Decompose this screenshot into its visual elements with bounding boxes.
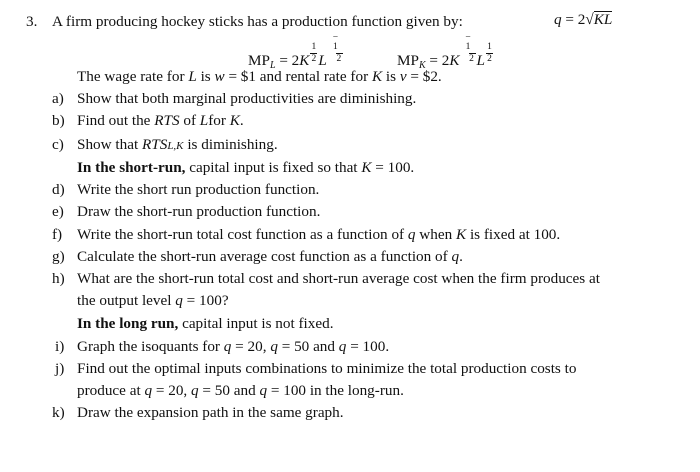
mp-l-base1: K: [299, 52, 310, 69]
item-j-p1: produce at: [77, 382, 145, 399]
mp-l-exp2-den: 2: [336, 54, 342, 64]
mp-k-base1: K: [449, 52, 460, 69]
mp-k-sub: K: [418, 60, 426, 71]
item-f-text: [77, 224, 560, 246]
item-g-text: [77, 246, 463, 268]
item-b-text: [77, 110, 244, 132]
item-j-p2: = 20,: [152, 382, 192, 399]
item-h-label: h): [52, 270, 65, 287]
wage-text-5: = $2.: [406, 68, 442, 85]
item-j-p4: = 100 in the long-run.: [267, 382, 404, 399]
mp-k-exp2-num: 1: [487, 42, 492, 52]
mp-k-exp2: [486, 43, 493, 64]
item-i-label: i): [55, 338, 65, 355]
item-a-label: a): [52, 90, 64, 107]
long-run-note: [77, 313, 334, 335]
wage-text-4: is: [382, 68, 400, 85]
mp-l-exp2-sign: −: [332, 33, 339, 43]
item-b-p2: of: [179, 112, 200, 129]
item-f-q: q: [407, 226, 416, 243]
item-a-text: Show that both marginal productivities are diminishing.: [77, 90, 417, 107]
short-run-p1: capital input is fixed so that: [185, 159, 362, 176]
mp-l-label: MP: [248, 52, 270, 69]
item-f-label: f): [52, 226, 63, 243]
mp-k-exp1-den: 2: [469, 54, 474, 64]
wage-text-3: = $1 and rental rate for: [224, 68, 372, 85]
item-i-q3: q: [338, 338, 347, 355]
item-j-q2: q: [191, 382, 199, 399]
wage-var-k: K: [371, 68, 383, 85]
item-f-p3: is fixed at 100.: [466, 226, 561, 243]
mp-l-exp1-num: 1: [311, 42, 317, 52]
item-c-rts: RTS: [141, 136, 168, 153]
item-h-text-1: What are the short-run total cost and short-run average cost when the firm produces at: [77, 270, 600, 287]
mp-k-label: MP: [397, 52, 419, 69]
mp-l-exp1-den: 2: [311, 54, 317, 64]
long-run-p1: capital input is not fixed.: [178, 315, 334, 332]
mp-l-base2: L: [318, 52, 327, 69]
wage-line: [77, 66, 442, 88]
item-f-k: K: [456, 226, 467, 243]
mp-k-exp1-sign: −: [465, 33, 471, 43]
item-f-p2: when: [415, 226, 456, 243]
pf-lhs: q: [554, 11, 562, 28]
mp-k-exp1-num: 1: [465, 42, 471, 52]
item-c-p1: Show that: [77, 136, 142, 153]
item-g-label: g): [52, 248, 65, 265]
item-b-label: b): [52, 112, 65, 129]
mp-k-exp2-den: 2: [487, 54, 492, 64]
item-i-q1: q: [223, 338, 232, 355]
item-i-p3: = 50 and: [277, 338, 339, 355]
item-b-p3: for: [208, 112, 230, 129]
item-i-text: [77, 336, 389, 358]
item-c-text: [77, 134, 278, 157]
item-h-p1: the output level: [77, 292, 176, 309]
item-i-p1: Graph the isoquants for: [77, 338, 224, 355]
wage-var-w: w: [214, 68, 225, 85]
item-h-text-2: [77, 290, 229, 312]
item-i-p4: = 100.: [346, 338, 390, 355]
item-f-p1: Write the short-run total cost function as a function of: [77, 226, 408, 243]
sqrt-sign: √: [585, 11, 594, 28]
long-run-bold: In the long run,: [77, 315, 179, 332]
item-i-p2: = 20,: [231, 338, 271, 355]
mp-l-eq: = 2: [275, 52, 300, 69]
item-c-sub: L,K: [167, 140, 184, 152]
item-j-text-1: Find out the optimal inputs combinations to minimize the total production costs to: [77, 360, 577, 377]
mp-l-exp2: [328, 34, 343, 64]
item-e-text: Draw the short-run production function.: [77, 203, 321, 220]
item-j-text-2: [77, 380, 404, 402]
item-d-label: d): [52, 181, 65, 198]
item-e-label: e): [52, 203, 64, 220]
mp-k-base2: L: [476, 52, 485, 69]
item-b-p4: .: [239, 112, 244, 129]
item-g-p2: .: [459, 248, 463, 265]
item-b-p1: Find out the: [77, 112, 155, 129]
item-h-q: q: [175, 292, 183, 309]
mp-l-sub: L: [269, 60, 276, 71]
item-g-p1: Calculate the short-run average cost function as a function of: [77, 248, 452, 265]
pf-eq: = 2: [561, 11, 586, 28]
short-run-p2: = 100.: [371, 159, 415, 176]
item-j-q3: q: [259, 382, 268, 399]
problem-number: 3.: [26, 13, 38, 30]
short-run-bold: In the short-run,: [77, 159, 186, 176]
item-c-label: c): [52, 136, 64, 153]
item-c-p2: is diminishing.: [183, 136, 278, 153]
problem-intro: A firm producing hockey sticks has a production function given by:: [52, 13, 463, 30]
item-b-k: K: [229, 112, 240, 129]
item-h-p2: = 100?: [182, 292, 229, 309]
wage-text-1: The wage rate for: [77, 68, 189, 85]
item-d-text: Write the short run production function.: [77, 181, 320, 198]
sqrt-symbol: [585, 9, 612, 31]
short-run-k: K: [361, 159, 372, 176]
item-j-p3: = 50 and: [198, 382, 260, 399]
item-j-label: j): [55, 360, 65, 377]
item-j-q1: q: [144, 382, 153, 399]
item-i-q2: q: [270, 338, 278, 355]
item-b-l: L: [199, 112, 209, 129]
short-run-note: [77, 157, 414, 179]
item-b-rts: RTS: [154, 112, 180, 129]
item-k-text: Draw the expansion path in the same graph.: [77, 404, 344, 421]
mp-k-eq: = 2: [425, 52, 450, 69]
mp-l-exp2-num: 1: [333, 42, 338, 52]
production-function: [554, 9, 612, 31]
wage-var-l: L: [188, 68, 197, 85]
item-k-label: k): [52, 404, 65, 421]
item-g-q: q: [451, 248, 460, 265]
wage-var-v: v: [399, 68, 407, 85]
pf-radicand: KL: [593, 11, 613, 28]
mp-k-exp1: [461, 34, 476, 64]
wage-text-2: is: [196, 68, 215, 85]
mp-l-exp1: [310, 43, 317, 64]
